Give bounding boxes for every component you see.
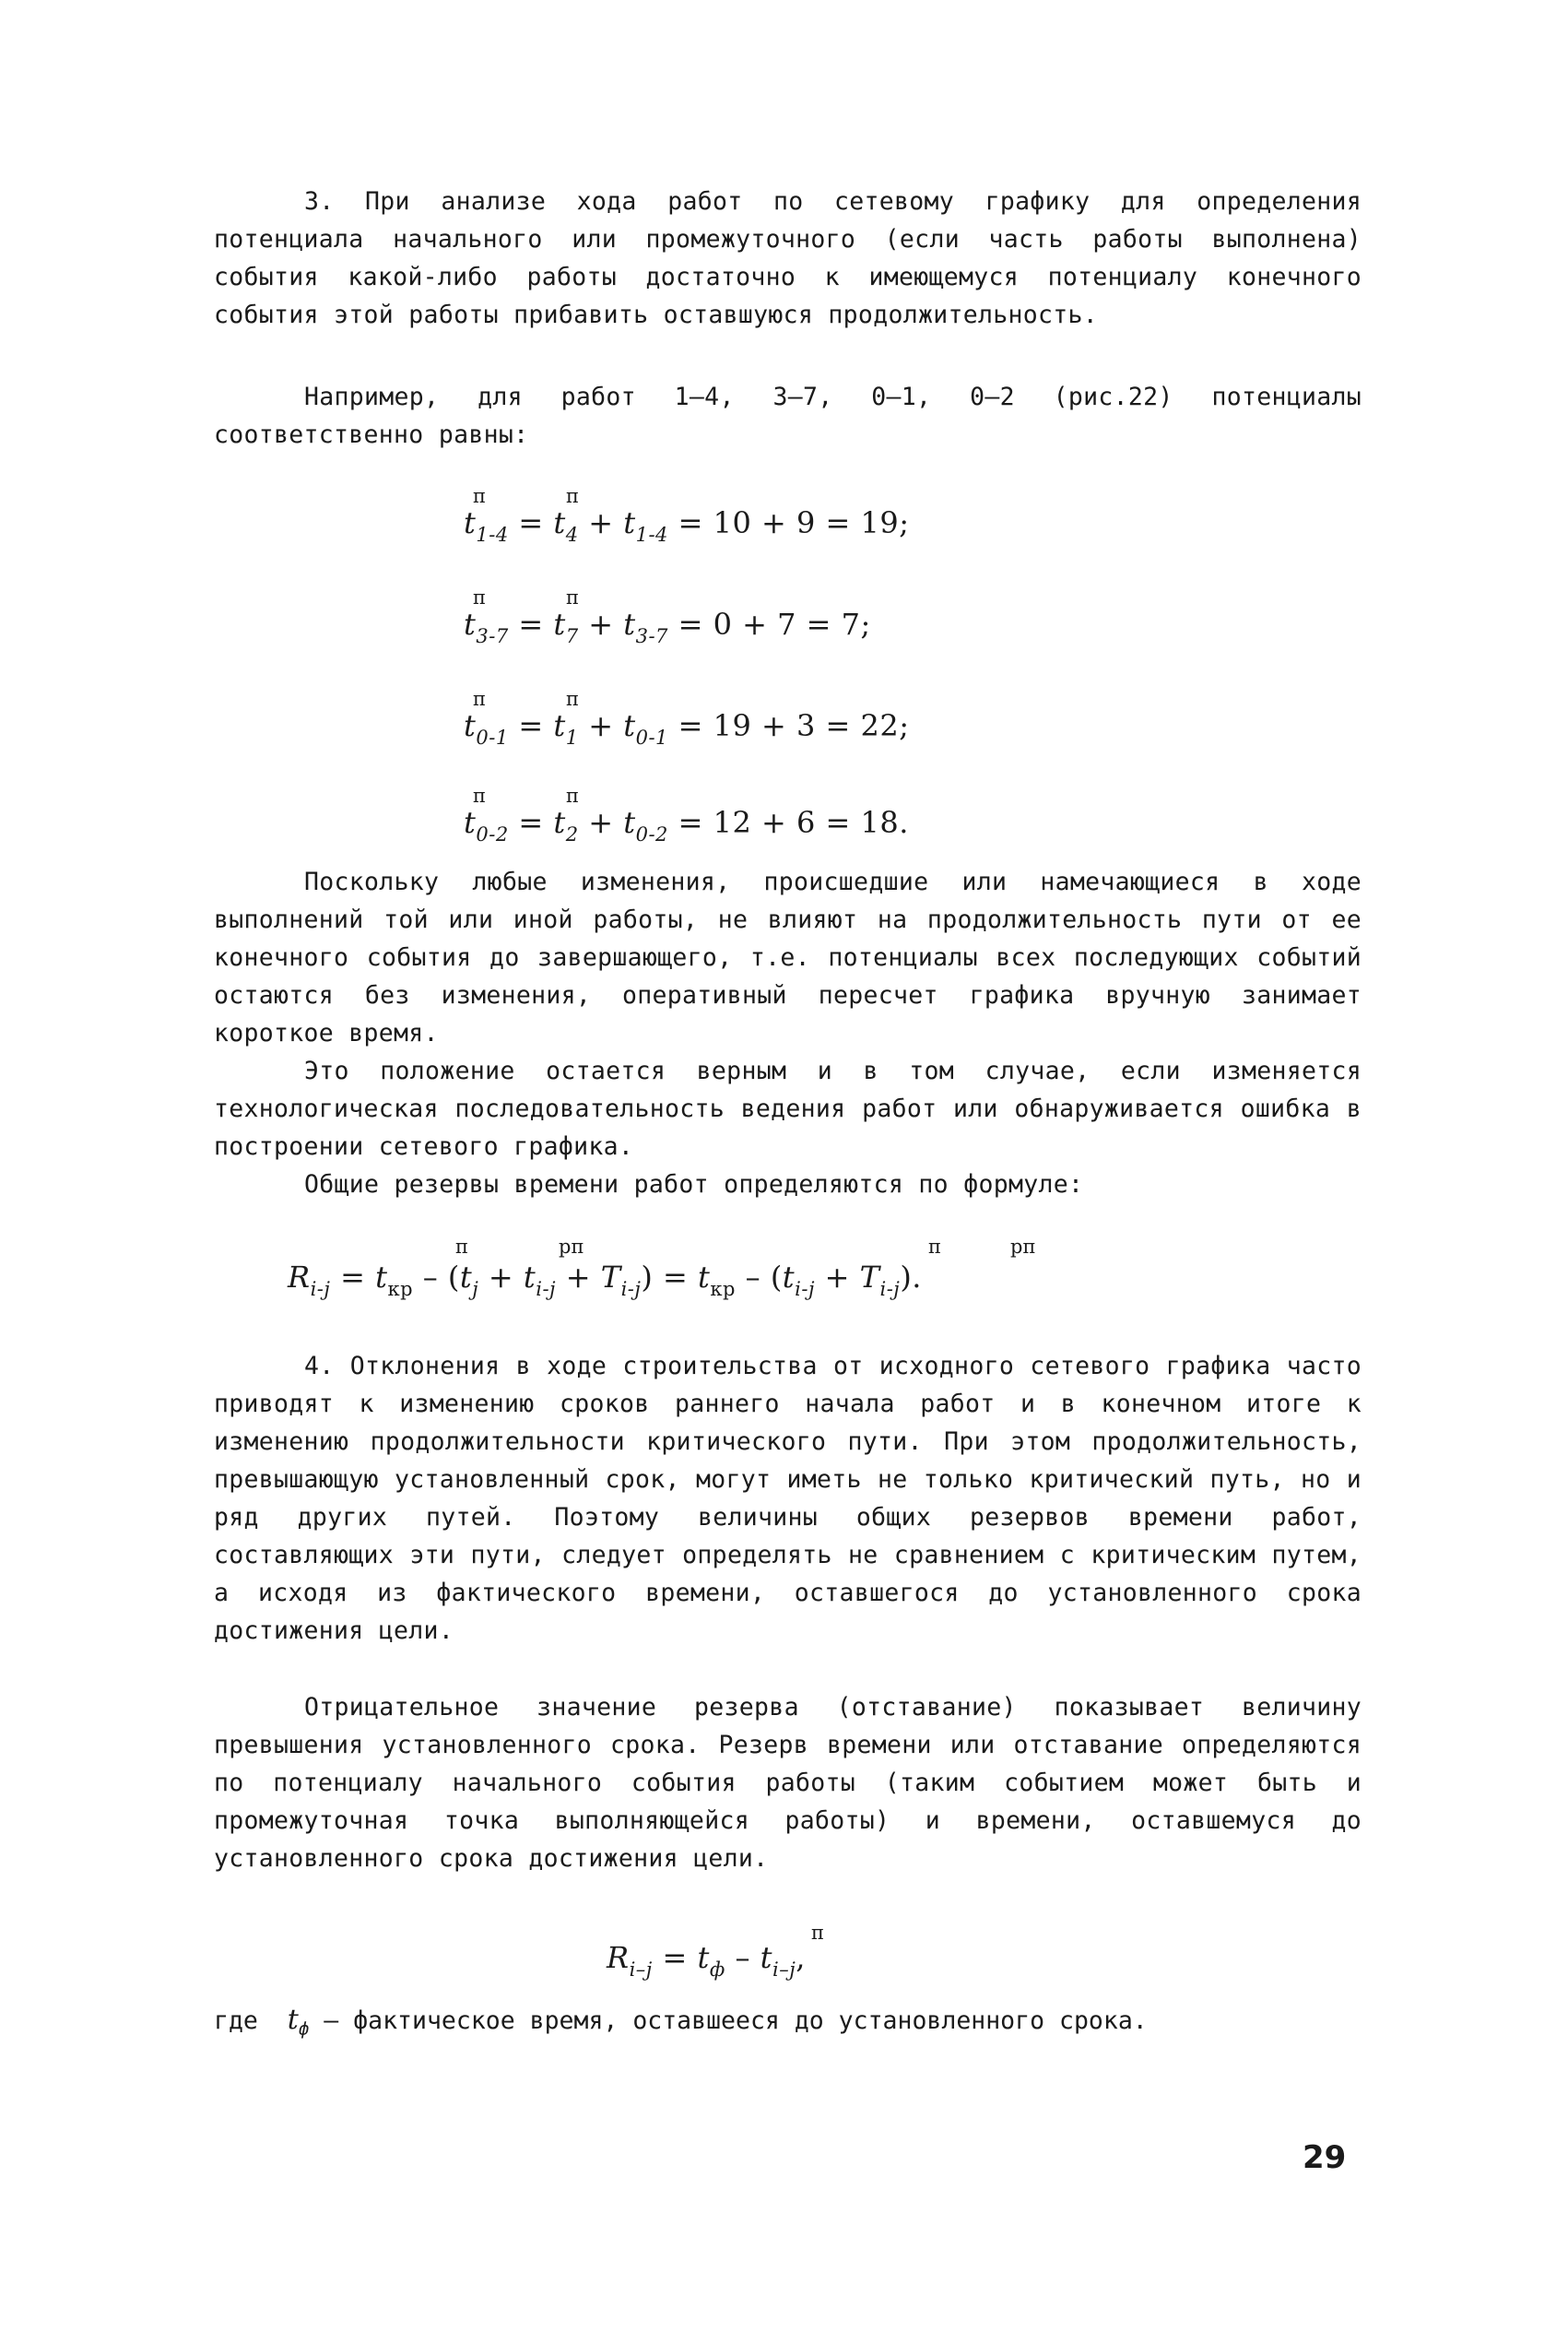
formula-2-lhs-sub: 3-7 [476,625,509,647]
formula-1-sup-1: п [473,485,486,507]
final-R: R [607,1940,630,1975]
final-end: , [796,1940,806,1975]
reserve-kr-2: кр [710,1278,736,1300]
reserve-T-sub-2: i-j [879,1278,901,1300]
formula-4-sup-2: п [566,785,579,807]
where-prefix: где [214,2006,258,2035]
formula-1-t2-sub: 4 [565,524,579,546]
final-tf-sub: ф [709,1958,725,1981]
formula-3-rhs: = 19 + 3 = 22; [678,708,910,743]
formula-2-t3-sub: 3-7 [635,625,668,647]
paragraph-since: Поскольку любые изменения, происшедшие или намечающиеся в ходе выполнений той или иной работы, не влияют на продолжительность пути от ее конечного события до завершающего, т.е. потенциалы всех последующих событий остаются без изменения, оперативный пересчет графика вручную занимает короткое время. [214,868,1362,1047]
formula-2-sup-1: п [473,586,486,609]
where-var-sub: ф [298,2018,310,2040]
reserve-end: ). [900,1260,922,1295]
reserve-kr-1: кр [387,1278,414,1300]
formula-4-sup-1: п [473,785,486,807]
formula-3-t2-sub: 1 [565,727,579,749]
reserve-sup-p-2: п [928,1236,941,1258]
formula-3-t3-sub: 0-1 [635,727,668,749]
where-text: – фактическое время, оставшееся до установленного срока. [324,2006,1148,2035]
formula-3-lhs-sub: 0-1 [476,727,509,749]
reserve-tij-sub: i-j [536,1278,557,1300]
where-definition [214,2001,1362,2048]
final-R-sub: i–j [629,1958,653,1981]
reserve-T-sub-1: i-j [620,1278,642,1300]
reserve-T-2: T [859,1260,880,1295]
reserve-R-sub: i-j [310,1278,331,1300]
paragraph-3: 3. При анализе хода работ по сетевому графику для определения потенциала начального или промежуточного (если часть работы выполнена) события какой-либо работы достаточно к имеющемуся потенциалу конечного события этой работы прибавить оставшуюся продолжительность. [214,187,1362,329]
formula-2-t2-sub: 7 [565,625,579,647]
formula-4-t3-sub: 0-2 [635,823,668,846]
formula-1-t3-sub: 1-4 [635,524,668,546]
formula-2-rhs: = 0 + 7 = 7; [678,607,871,642]
paragraph-4: 4. Отклонения в ходе строительства от исходного сетевого графика часто приводят к изменению сроков раннего начала работ и в конечном итоге к изменению продолжительности критического пути. При этом продолжительность, превышающую установленный срок, могут иметь не только критический путь, но и ряд других путей. Поэтому величины общих резервов времени работ, составляющих эти пути, следует определять не сравнением с критическим путем, а исходя из фактического времени, оставшегося до установленного срока достижения цели. [214,1352,1362,1645]
reserve-sup-p-1: п [455,1236,468,1258]
reserve-R: R [288,1260,311,1295]
paragraph-reserves: Общие резервы времени работ определяются по формуле: [304,1170,1084,1199]
formula-4-t2-sub: 2 [565,823,579,846]
reserve-T-1: T [600,1260,621,1295]
paragraph-example: Например, для работ 1–4, 3–7, 0–1, 0–2 (рис.22) потенциалы соответственно равны: [214,383,1362,449]
reserve-tij-sub-2: i-j [795,1278,815,1300]
paragraph-this: Это положение остается верным и в том случае, если изменяется технологическая последовательность ведения работ или обнаруживается ошибка в построении сетевого графика. [214,1057,1362,1161]
reserve-sup-rp-2: рп [1010,1236,1036,1258]
document-page: 3. При анализе хода работ по сетевому графику для определения потенциала начального или промежуточного (если часть работы выполнена) события какой-либо работы достаточно к имеющемуся потенциалу конечного события этой работы прибавить оставшуюся продолжительность. Например, для работ 1–4, 3–7, 0–1, 0–2 (рис.22) потенциалы соответственно равны: п п $t_{1-4} = t_4 + t_{1-4} = 10 + 9 = 19$; п п $t_{3-7} = t_7 + t_{3-7} = 0 + 7 = 7$; п п $t_{0-1} = t_1 + t_{0-1} = 19 + 3 = 22$; п п $t_{0-2} = t_2 + t_{0-2} = 12 + 6 = 18$. Поскольку любые изменения, происшедшие или намечающиеся в ходе выполнений той или иной работы, не влияют на продолжительность пути от ее конечного события до завершающего, т.е. потенциалы всех последующих событий остаются без изменения, оперативный пересчет графика вручную занимает короткое время. Это положение остается верным и в том случае, если изменяется технологическая последовательность ведения работ или обнаруживается ошибка в построении сетевого графика. Общие резервы времени работ определяются по формуле: п рп п рп $R_{i-j} = t_{кр} - (t_j + t_{i-j} + T_{i-j}) = t_{кр} - (t_{i-j} + T_{i-j})$. 4. Отклонения в ходе строительства от исходного сетевого графика часто приводят к изменению сроков раннего начала работ и в конечном итоге к изменению продолжительности критического пути. При этом продолжительность, превышающую установленный срок, могут иметь не только критический путь, но и ряд других путей. Поэтому величины общих резервов времени работ, составляющих эти пути, следует определять не сравнением с критическим путем, а исходя из фактического времени, оставшегося до установленного срока достижения цели. Отрицательное значение резерва (отставание) показывает величину превышения установленного срока. Резерв времени или отставание определяются по потенциалу начального события работы (таким событием может быть и промежуточная точка выполняющейся работы) и времени, оставшемуся до установленного срока достижения цели. п $R_{i-j} = t_ф - t_{i-j}$, где $t_ф$ – фактическое время, оставшееся до установленного срока. 29 [0,0,1568,2331]
reserve-sup-rp-1: рп [559,1236,584,1258]
formula-1-sup-2: п [566,485,579,507]
where-var: t [287,2004,299,2036]
page-number: 29 [1303,2139,1347,2176]
paragraph-negative: Отрицательное значение резерва (отставание) показывает величину превышения установленного срока. Резерв времени или отставание определяются по потенциалу начального события работы (таким событием может быть и промежуточная точка выполняющейся работы) и времени, оставшемуся до установленного срока достижения цели. [214,1693,1362,1873]
final-sup-p: п [811,1922,824,1944]
formula-2-sup-2: п [566,586,579,609]
formula-3-sup-2: п [566,688,579,710]
formula-1-lhs-sub: 1-4 [476,524,509,546]
reserve-tj-sub: j [472,1278,479,1300]
formula-4-rhs: = 12 + 6 = 18. [678,805,909,840]
final-tp-sub: i–j [772,1958,796,1981]
formula-3-sup-1: п [473,688,486,710]
formula-4-lhs-sub: 0-2 [476,823,509,846]
formula-1-rhs: = 10 + 9 = 19; [678,505,910,540]
